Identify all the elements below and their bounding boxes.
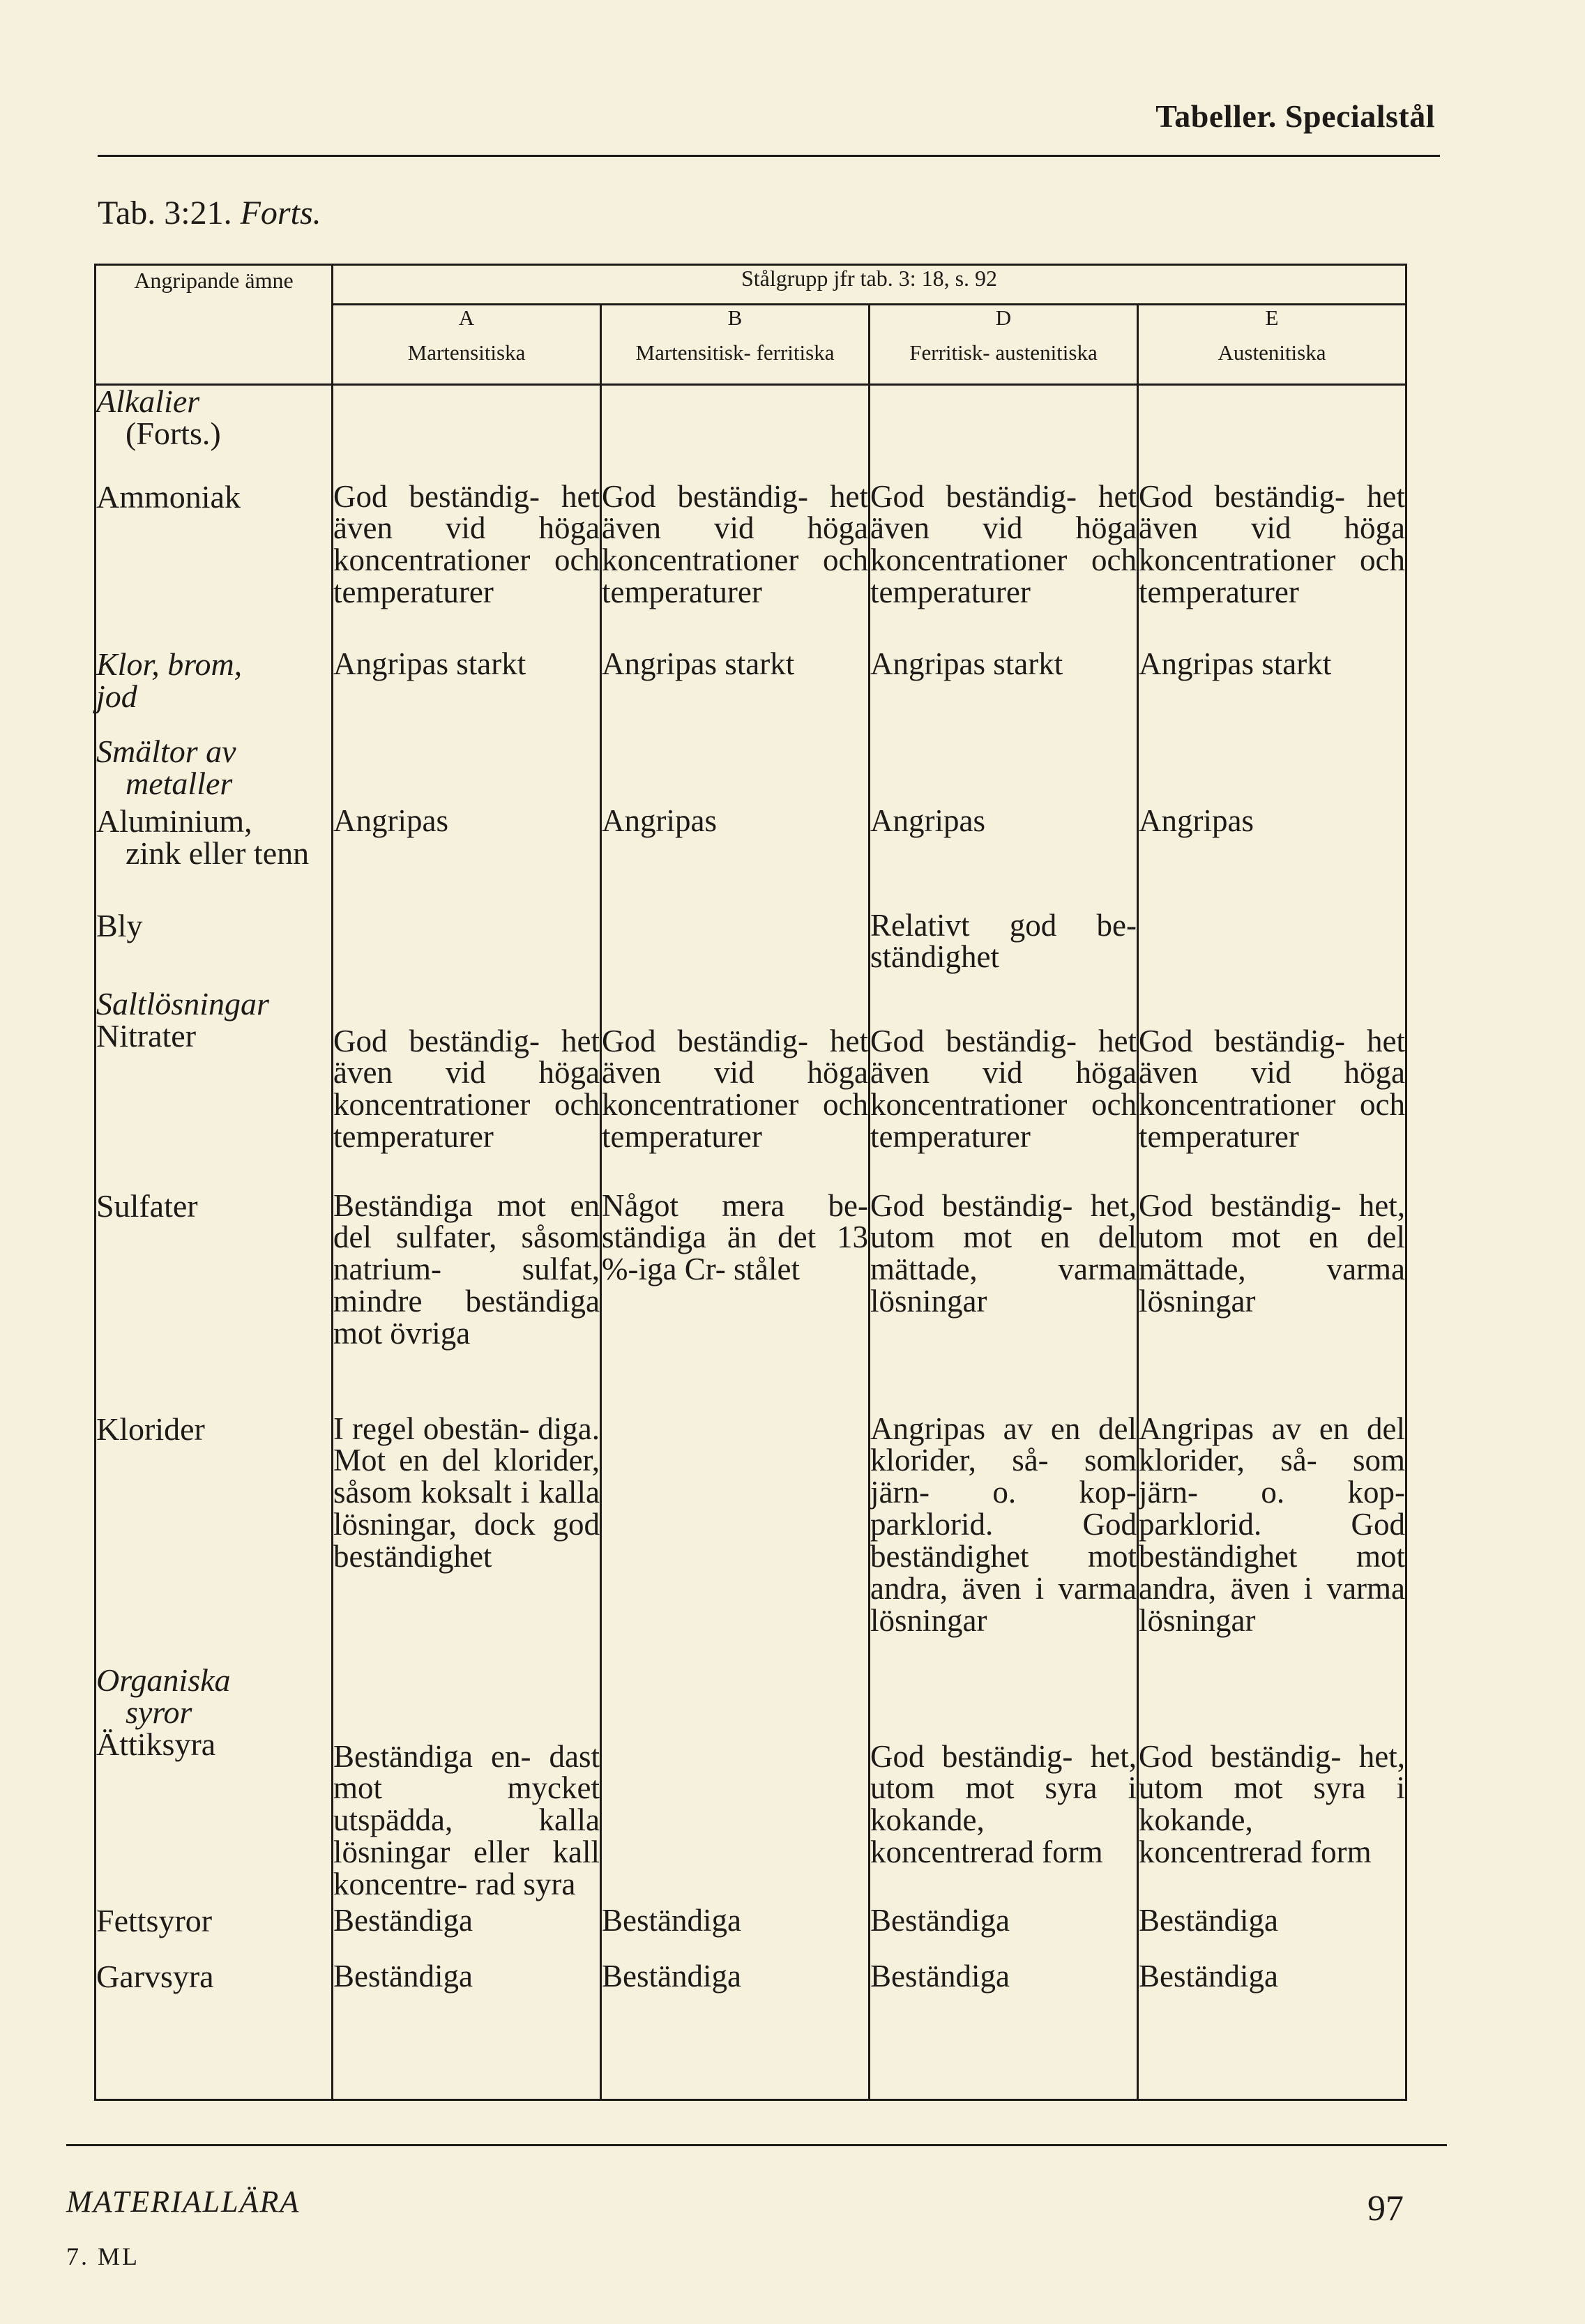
table-cell bbox=[1138, 736, 1406, 805]
column-code: E bbox=[1265, 305, 1279, 330]
row-subject-klorider: Klorider bbox=[96, 1413, 333, 1664]
table-cell: Angripas bbox=[601, 805, 870, 910]
row-subject-bly: Bly bbox=[96, 910, 333, 988]
table-cell bbox=[333, 385, 601, 481]
table-cell bbox=[870, 385, 1138, 481]
row-subject-klor-brom-jod: Klor, brom, jod bbox=[96, 648, 333, 736]
row-subject-ammoniak: Ammoniak bbox=[96, 481, 333, 648]
table-cell: Angripas av en del klorider, så- som järn- o. kop- parklorid. God beständighet mot andra, även i varma lösningar bbox=[1138, 1413, 1406, 1664]
column-code: D bbox=[995, 305, 1012, 330]
header-column-e bbox=[1138, 305, 1406, 385]
table-label bbox=[98, 194, 321, 232]
row-subject-fettsyror: Fettsyror bbox=[96, 1905, 333, 1961]
table-cell bbox=[1138, 910, 1406, 988]
table-cell: Beständiga bbox=[333, 1905, 601, 1961]
table-cell bbox=[601, 736, 870, 805]
row-subject-aluminium: Aluminium, zink eller tenn bbox=[96, 805, 333, 910]
table-cell bbox=[601, 910, 870, 988]
column-code: B bbox=[727, 305, 743, 330]
header-column-a bbox=[333, 305, 601, 385]
table-cell: Något mera be- ständiga än det 13 %-iga Cr- stålet bbox=[601, 1190, 870, 1413]
table-cell: God beständig- het även vid höga koncentrationer och temperaturer bbox=[333, 988, 601, 1190]
table-cell: Angripas starkt bbox=[601, 648, 870, 736]
table-cell bbox=[333, 910, 601, 988]
table-cell: God beständig- het, utom mot en del mättade, varma lösningar bbox=[1138, 1190, 1406, 1413]
table-cell: Beständiga mot en del sulfater, såsom natrium- sulfat, mindre beständiga mot övriga bbox=[333, 1190, 601, 1413]
table-cell: God beständig- het även vid höga koncentrationer och temperaturer bbox=[333, 481, 601, 648]
header-attacking-substance: Angripande ämne bbox=[96, 265, 333, 385]
table-cell: Beständiga en- dast mot mycket utspädda, kalla lösningar eller kall koncentre- rad syra bbox=[333, 1664, 601, 1905]
table-cell: God beständig- het, utom mot syra i kokande, koncentrerad form bbox=[870, 1664, 1138, 1905]
corrosion-resistance-table bbox=[94, 264, 1407, 2101]
table-cell: God beständig- het även vid höga koncentrationer och temperaturer bbox=[870, 481, 1138, 648]
table-cell: God beständig- het även vid höga koncentrationer och temperaturer bbox=[870, 988, 1138, 1190]
table-cell: Angripas bbox=[333, 805, 601, 910]
column-name: Austenitiska bbox=[1218, 340, 1326, 365]
row-subject-attiksyra: Organiska syror Ättiksyra bbox=[96, 1664, 333, 1905]
header-rule bbox=[98, 155, 1440, 157]
page-number: 97 bbox=[1367, 2189, 1404, 2228]
table-cell: Beständiga bbox=[870, 1961, 1138, 2100]
row-subject-nitrater: Saltlösningar Nitrater bbox=[96, 988, 333, 1190]
table-cell bbox=[601, 385, 870, 481]
row-subject-garvsyra: Garvsyra bbox=[96, 1961, 333, 2100]
footer-rule bbox=[66, 2144, 1447, 2146]
table-cell bbox=[1138, 385, 1406, 481]
column-code: A bbox=[458, 305, 475, 330]
table-cell: I regel obestän- diga. Mot en del klorider, såsom koksalt i kalla lösningar, dock god beständighet bbox=[333, 1413, 601, 1664]
running-header: Tabeller. Specialstål bbox=[1155, 98, 1435, 134]
header-column-d bbox=[870, 305, 1138, 385]
column-name: Ferritisk- austenitiska bbox=[909, 340, 1098, 365]
table-cell bbox=[601, 1664, 870, 1905]
table-cell: Angripas bbox=[870, 805, 1138, 910]
header-column-b bbox=[601, 305, 870, 385]
row-subject-smaltor: Smältor av metaller bbox=[96, 736, 333, 805]
table-number: Tab. 3:21. bbox=[98, 195, 232, 231]
header-steel-group: Stålgrupp jfr tab. 3: 18, s. 92 bbox=[333, 265, 1406, 305]
table-cell: Beständiga bbox=[1138, 1961, 1406, 2100]
table-cell: Beständiga bbox=[601, 1961, 870, 2100]
table-cell: Beständiga bbox=[601, 1905, 870, 1961]
table-cell: Angripas starkt bbox=[870, 648, 1138, 736]
table-cell: God beständig- het, utom mot en del mättade, varma lösningar bbox=[870, 1190, 1138, 1413]
table-cell: Angripas av en del klorider, så- som järn- o. kop- parklorid. God beständighet mot andra, även i varma lösningar bbox=[870, 1413, 1138, 1664]
table-cell: Angripas starkt bbox=[333, 648, 601, 736]
table-cell: God beständig- het även vid höga koncentrationer och temperaturer bbox=[601, 481, 870, 648]
row-subject-alkalier: Alkalier (Forts.) bbox=[96, 385, 333, 481]
table-cell: Angripas bbox=[1138, 805, 1406, 910]
column-name: Martensitisk- ferritiska bbox=[635, 340, 835, 365]
table-cell: God beständig- het även vid höga koncentrationer och temperaturer bbox=[1138, 481, 1406, 648]
table-cell bbox=[870, 736, 1138, 805]
table-cell: Beständiga bbox=[1138, 1905, 1406, 1961]
table-cell bbox=[601, 1413, 870, 1664]
footer-book-title: MATERIALLÄRA bbox=[66, 2185, 301, 2219]
table-cell: Relativt god be- ständighet bbox=[870, 910, 1138, 988]
table-cell: Angripas starkt bbox=[1138, 648, 1406, 736]
table-cell bbox=[333, 736, 601, 805]
table-cell: God beständig- het även vid höga koncentrationer och temperaturer bbox=[601, 988, 870, 1190]
table-cell: Beständiga bbox=[870, 1905, 1138, 1961]
column-name: Martensitiska bbox=[407, 340, 526, 365]
table-cell: Beständiga bbox=[333, 1961, 601, 2100]
table-continued-note: Forts. bbox=[240, 195, 321, 231]
printer-signature: 7. ML bbox=[66, 2242, 139, 2270]
row-subject-sulfater: Sulfater bbox=[96, 1190, 333, 1413]
table-cell: God beständig- het även vid höga koncentrationer och temperaturer bbox=[1138, 988, 1406, 1190]
table-cell: God beständig- het, utom mot syra i kokande, koncentrerad form bbox=[1138, 1664, 1406, 1905]
